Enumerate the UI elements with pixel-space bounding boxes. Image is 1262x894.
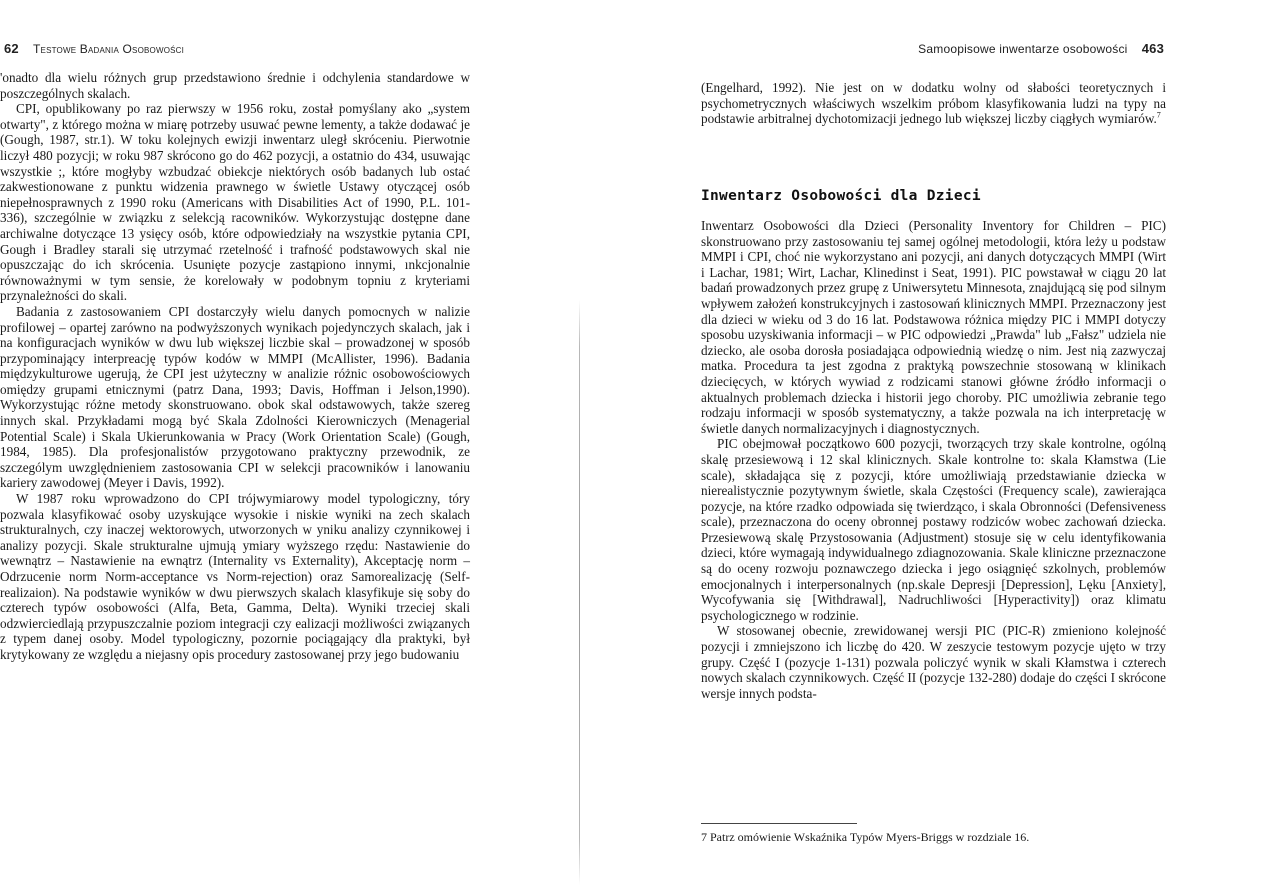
left-running-title: Testowe Badania Osobowości <box>33 42 185 56</box>
left-body-text <box>0 70 470 663</box>
left-paragraph-1: 'onadto dla wielu różnych grup przedstawiono średnie i odchylenia standardowe w poszczególnych skalach. <box>0 70 470 101</box>
left-paragraph-2: CPI, opublikowany po raz pierwszy w 1956 roku, został pomyślany ako „system otwarty", z którego można w miarę potrzeby usuwać pewne lementy, a także dodawać je (Gough, 1987, str.1). W toku kolejnych ewizji inwentarz uległ skróceniu. Pierwotnie liczył 480 pozycji; w roku 987 skrócono go do 462 pozycji, a ostatnio do 434, usuwając wszystkie ;, które mogłyby wzbudzać obiekcje niektórych osób badanych lub ostać zakwestionowane z punktu widzenia prawnego w świetle Ustawy otyczącej osób niepełnosprawnych z 1990 roku (Americans with Disabilities Act of 1990, P.L. 101-336), szczególnie w związku z selekcją racowników. Wykorzystując dostępne dane archiwalne dotyczące 13 ysięcy osób, które odpowiedziały na wszystkie pytania CPI, Gough i Bradley starali się utrzymać rzetelność i trafność podstawowych skal nie opuszczając do ich skrócenia. Usunięte pozycje zastąpiono innymi, ınkcjonalnie równoważnymi w tym sensie, że korelowały w podobnym topniu z kryteriami przynależności do skali. <box>0 101 470 304</box>
footnote-reference-7: 7 <box>1156 110 1161 120</box>
left-paragraph-4: W 1987 roku wprowadzono do CPI trójwymiarowy model typologiczny, tóry pozwala klasyfikować osoby uzyskujące wysokie i niskie wyniki na zech skalach strukturalnych, czy inaczej wektorowych, utworzonych w yniku analizy czynnikowej i analizy pozycji. Skale strukturalne ujmują ymiary wyższego rzędu: Nastawienie do wewnątrz – Nastawienie na ewnątrz (Internality vs Externality), Akceptację norm – Odrzucenie norm Norm-acceptance vs Norm-rejection) oraz Samorealizację (Self-realizaion). Na podstawie wyników w dwu pierwszych skalach klasyfikuje się soby do czterech typów osobowości (Alfa, Beta, Gamma, Delta). Wyniki trzeciej skali odzwierciedlają przypuszczalnie poziom integracji czy ealizacji możliwości związanych z typem danej osoby. Model typologiczny, pozornie pociągający dla praktyki, był krytykowany ze względu a niejasny opis procedury zastosowanej przy jego budowaniu <box>0 491 470 662</box>
left-page-number: 62 <box>4 41 19 56</box>
right-intro-text <box>701 80 1166 127</box>
left-page <box>0 0 578 894</box>
right-intro-paragraph <box>701 80 1166 127</box>
left-running-head <box>4 41 184 56</box>
right-intro-text-span: (Engelhard, 1992). Nie jest on w dodatku wolny od słabości teoretycznych i psychometrycznych właściwych wszelkim próbom klasyfikowania ludzi na typy na podstawie arbitralnej dychotomizacji jednego lub większej liczby ciągłych wymiarów. <box>701 80 1166 127</box>
right-page <box>586 0 1262 894</box>
right-body-text <box>701 218 1166 701</box>
right-page-number: 463 <box>1141 41 1164 56</box>
left-paragraph-3: Badania z zastosowaniem CPI dostarczyły wielu danych pomocnych w nalizie profilowej – opartej zarówno na podwyższonych wynikach pojedynczych skalach, jak i na konfiguracjach wyników w dwu lub większej liczbie skal – prowadzonej w sposób przypominający interpreację typów kodów w MMPI (McAllister, 1996). Badania międzykulturowe ugerują, że CPI jest użyteczny w analizie różnic osobowościowych omiędzy grupami etnicznymi (patrz Dana, 1993; Davis, Hoffman i Jelson,1990). Wykorzystując różne metody skonstruowano. obok skal odstawowych, także szereg innych skal. Przykładami mogą być Skala Zdolności Kierowniczych (Menagerial Potential Scale) i Skala Ukierunkowania w Pracy (Work Orientation Scale) (Gough, 1984, 1985). Dla profesjonalistów przygotowano praktyczny przewodnik, ze szczególym uwzględnieniem zastosowania CPI w selekcji pracowników i lanowaniu kariery zawodowej (Meyer i Davis, 1992). <box>0 303 470 491</box>
right-running-head <box>918 41 1164 56</box>
footnote-rule <box>701 823 857 824</box>
section-heading: Inwentarz Osobowości dla Dzieci <box>701 188 981 204</box>
right-paragraph-2: PIC obejmował początkowo 600 pozycji, tworzących trzy skale kontrolne, ogólną skalę przesiewową i 12 skal klinicznych. Skale kontrolne to: skala Kłamstwa (Lie scale), składająca się z pozycji, które umożliwiają przedstawianie dziecka w nierealistycznie pozytywnym świetle, skala Częstości (Frequency scale), zawierająca pozycje, na które rzadko odpowiada się twierdząco, i skala Obronności (Defensiveness scale), przeznaczona do oceny obronnej postawy rodziców wobec zachowań dziecka. Przesiewową skalę Przystosowania (Adjustment) stosuje się w celu identyfikowania dzieci, które wymagają indywidualnego zdiagnozowania. Skale kliniczne przeznaczone są do oceny rozwoju poznawczego dziecka i jego osiągnięć szkolnych, problemów emocjonalnych i interpersonalnych (np.skale Depresji [Depression], Lęku [Anxiety], Wycofywania się [Withdrawal], Nadruchliwości [Hyperactivity]) oraz klimatu psychologicznego w rodzinie. <box>701 436 1166 623</box>
right-running-title: Samoopisowe inwentarze osobowości <box>918 42 1128 56</box>
right-paragraph-3: W stosowanej obecnie, zrewidowanej wersji PIC (PIC-R) zmieniono kolejność pozycji i zmniejszono ich liczbę do 420. W zeszycie testowym pozycje ujęto w trzy grupy. Część I (pozycje 1-131) pozwala policzyć wynik w skali Kłamstwa i czterech nowych skalach czynnikowych. Część II (pozycje 132-280) dodaje do części I skrócone wersje innych podsta- <box>701 623 1166 701</box>
book-gutter <box>579 300 580 885</box>
footnote: 7 Patrz omówienie Wskaźnika Typów Myers-Briggs w rozdziale 16. <box>701 830 1030 844</box>
right-paragraph-1: Inwentarz Osobowości dla Dzieci (Personality Inventory for Children – PIC) skonstruowano przy zastosowaniu tej samej ogólnej metodologii, która leży u podstaw MMPI i CPI, choć nie wykorzystano ani pozycji, ani danych dotyczących MMPI (Wirt i Lachar, 1981; Wirt, Lachar, Klinedinst i Seat, 1991). PIC powstawał w ciągu 20 lat badań prowadzonych przez grupę z Uniwersytetu Minnesota, znajdującą się pod silnym wpływem założeń konstrukcyjnych i zastosowań klinicznych MMPI. Przeznaczony jest dla dzieci w wieku od 3 do 16 lat. Podstawowa różnica między PIC i MMPI dotyczy sposobu uzyskiwania informacji – w PIC odpowiedzi „Prawda" lub „Fałsz" udziela nie dziecko, ale osoba dorosła posiadająca odpowiednią wiedzę o nim. Jest nią zazwyczaj matka. Procedura ta jest zgodna z praktyką powszechnie stosowaną w klinikach dziecięcych, w których wywiad z rodzicami stanowi główne źródło informacji o aktualnych problemach dziecka i historii jego choroby. PIC umożliwia zebranie tego rodzaju informacji w sposób systematyczny, a także pozwala na ich interpretację w świetle danych normalizacyjnych i diagnostycznych. <box>701 218 1166 436</box>
